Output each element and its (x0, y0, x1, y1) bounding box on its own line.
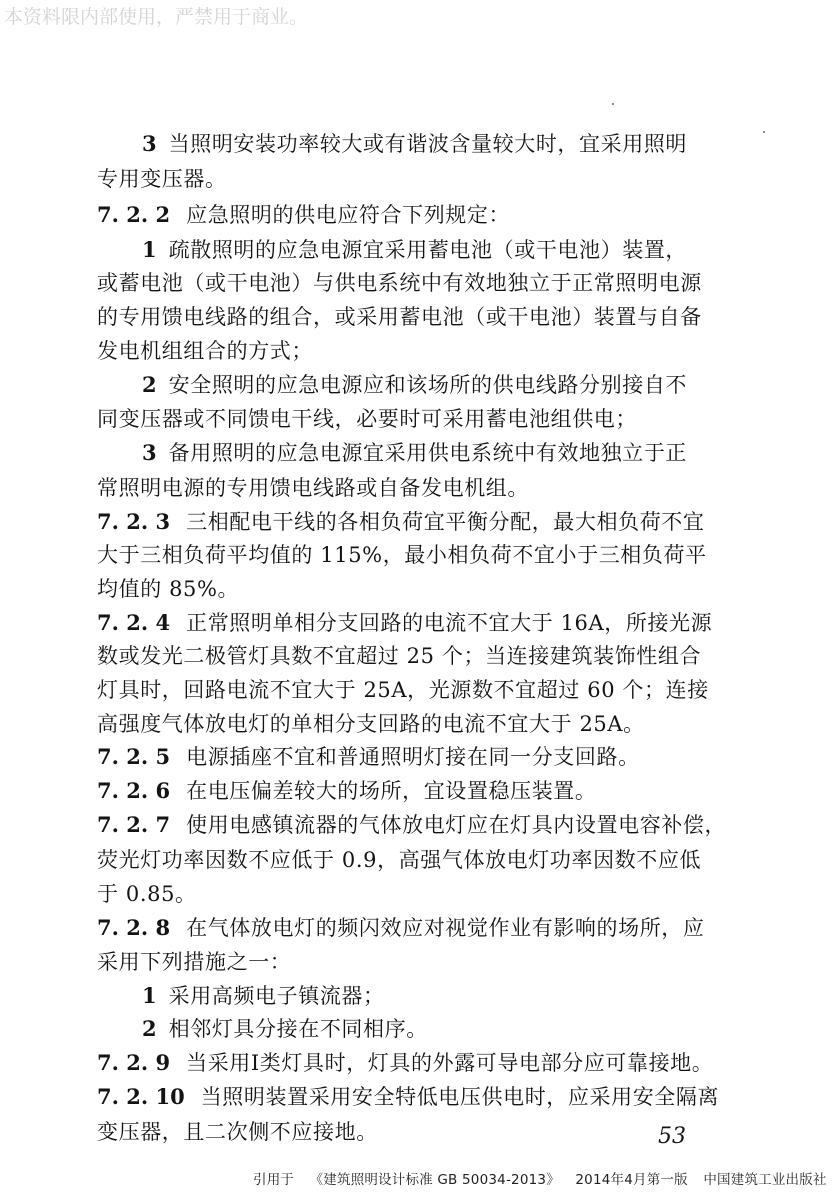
text-line (97, 1118, 378, 1146)
line-text: 疏散照明的应急电源宜采用蓄电池（或干电池）装置， (168, 238, 688, 262)
line-text: 相邻灯具分接在不同相序。 (168, 1017, 428, 1041)
text-line (97, 508, 705, 536)
watermark: 本资料限内部使用，严禁用于商业。 (4, 6, 309, 28)
text-line (97, 609, 712, 637)
text-line (97, 880, 197, 908)
clause-number: 7. 2. 4 (97, 610, 171, 635)
line-text: 专用变压器。 (97, 167, 227, 191)
text-line (97, 541, 707, 569)
text-line (142, 1015, 428, 1043)
list-item-number: 3 (142, 131, 157, 156)
line-text: 当照明装置采用安全特低电压供电时，应采用安全隔离 (200, 1085, 720, 1109)
list-item-number: 1 (142, 237, 157, 262)
source-citation (253, 1168, 838, 1188)
line-text: 正常照明单相分支回路的电流不宜大于 16A，所接光源 (186, 611, 713, 635)
page-number: 53 (658, 1124, 686, 1149)
text-line (97, 337, 313, 365)
text-line (97, 676, 709, 704)
citation-title: 《建筑照明设计标准 GB 50034-2013》 (309, 1172, 560, 1188)
line-text: 高强度气体放电灯的单相分支回路的电流不宜大于 25A。 (97, 712, 645, 736)
line-text: 灯具时，回路电流不宜大于 25A，光源数不宜超过 60 个；连接 (97, 678, 709, 702)
citation-prefix: 引用于 (253, 1172, 295, 1188)
line-text: 应急照明的供电应符合下列规定： (186, 203, 511, 227)
line-text: 同变压器或不同馈电干线，必要时可采用蓄电池组供电； (97, 407, 637, 431)
text-line (97, 777, 597, 805)
text-line (97, 710, 645, 738)
clause-number: 7. 2. 9 (97, 1050, 171, 1075)
citation-edition: 2014年4月第一版 (575, 1172, 688, 1188)
text-line (142, 439, 687, 467)
text-line (97, 474, 529, 502)
line-text: 均值的 85%。 (97, 577, 240, 601)
line-text: 安全照明的应急电源应和该场所的供电线路分别接自不 (168, 373, 688, 397)
line-text: 使用电感镇流器的气体放电灯应在灯具内设置电容补偿， (186, 813, 727, 837)
clause-number: 7. 2. 7 (97, 812, 171, 837)
text-line (97, 743, 640, 771)
line-text: 荧光灯功率因数不应低于 0.9，高强气体放电灯功率因数不应低 (97, 848, 702, 872)
text-line (97, 846, 701, 874)
clause-number: 7. 2. 3 (97, 509, 171, 534)
text-line (97, 642, 701, 670)
text-line (97, 1049, 713, 1077)
line-text: 数或发光二极管灯具数不宜超过 25 个；当连接建筑装饰性组合 (97, 644, 702, 668)
list-item-number: 2 (142, 372, 157, 397)
line-text: 在电压偏差较大的场所，宜设置稳压装置。 (186, 779, 597, 803)
line-text: 电源插座不宜和普通照明灯接在同一分支回路。 (186, 745, 640, 769)
line-text: 于 0.85。 (97, 882, 197, 906)
line-text: 或蓄电池（或干电池）与供电系统中有效地独立于正常照明电源 (97, 271, 702, 295)
line-text: 发电机组组合的方式； (97, 339, 313, 363)
clause-number: 7. 2. 5 (97, 744, 171, 769)
list-item-number: 3 (142, 440, 157, 465)
line-text: 常照明电源的专用馈电线路或自备发电机组。 (97, 476, 529, 500)
line-text: 采用高频电子镇流器； (168, 984, 385, 1008)
line-text: 采用下列措施之一： (97, 950, 292, 974)
text-line (142, 236, 687, 264)
citation-publisher: 中国建筑工业出版社 (703, 1172, 827, 1188)
clause-number: 7. 2. 8 (97, 915, 171, 940)
clause-number: 7. 2. 10 (97, 1084, 185, 1109)
text-line (97, 811, 726, 839)
text-line (97, 405, 637, 433)
text-line (97, 948, 291, 976)
text-line (97, 269, 702, 297)
line-text: 变压器，且二次侧不应接地。 (97, 1120, 378, 1144)
line-text: 大于三相负荷平均值的 115%，最小相负荷不宜小于三相负荷平 (97, 543, 707, 567)
line-text: 备用照明的应急电源宜采用供电系统中有效地独立于正 (168, 441, 688, 465)
list-item-number: 2 (142, 1016, 157, 1041)
line-text: 的专用馈电线路的组合，或采用蓄电池（或干电池）装置与自备 (97, 305, 702, 329)
line-text: 三相配电干线的各相负荷宜平衡分配，最大相负荷不宜 (186, 510, 705, 534)
clause-number: 7. 2. 6 (97, 778, 171, 803)
text-line (142, 130, 687, 158)
clause-number: 7. 2. 2 (97, 202, 171, 227)
text-line (97, 1083, 719, 1111)
text-line (97, 303, 702, 331)
line-text: 当采用Ⅰ类灯具时，灯具的外露可导电部分应可靠接地。 (186, 1051, 714, 1075)
text-line (142, 982, 385, 1010)
list-item-number: 1 (142, 983, 157, 1008)
text-line (142, 371, 687, 399)
text-line (97, 165, 227, 193)
text-line (97, 575, 239, 603)
line-text: 当照明安装功率较大或有谐波含量较大时，宜采用照明 (168, 132, 688, 156)
text-line (97, 914, 705, 942)
text-line (97, 201, 510, 229)
line-text: 在气体放电灯的频闪效应对视觉作业有影响的场所，应 (186, 916, 705, 940)
